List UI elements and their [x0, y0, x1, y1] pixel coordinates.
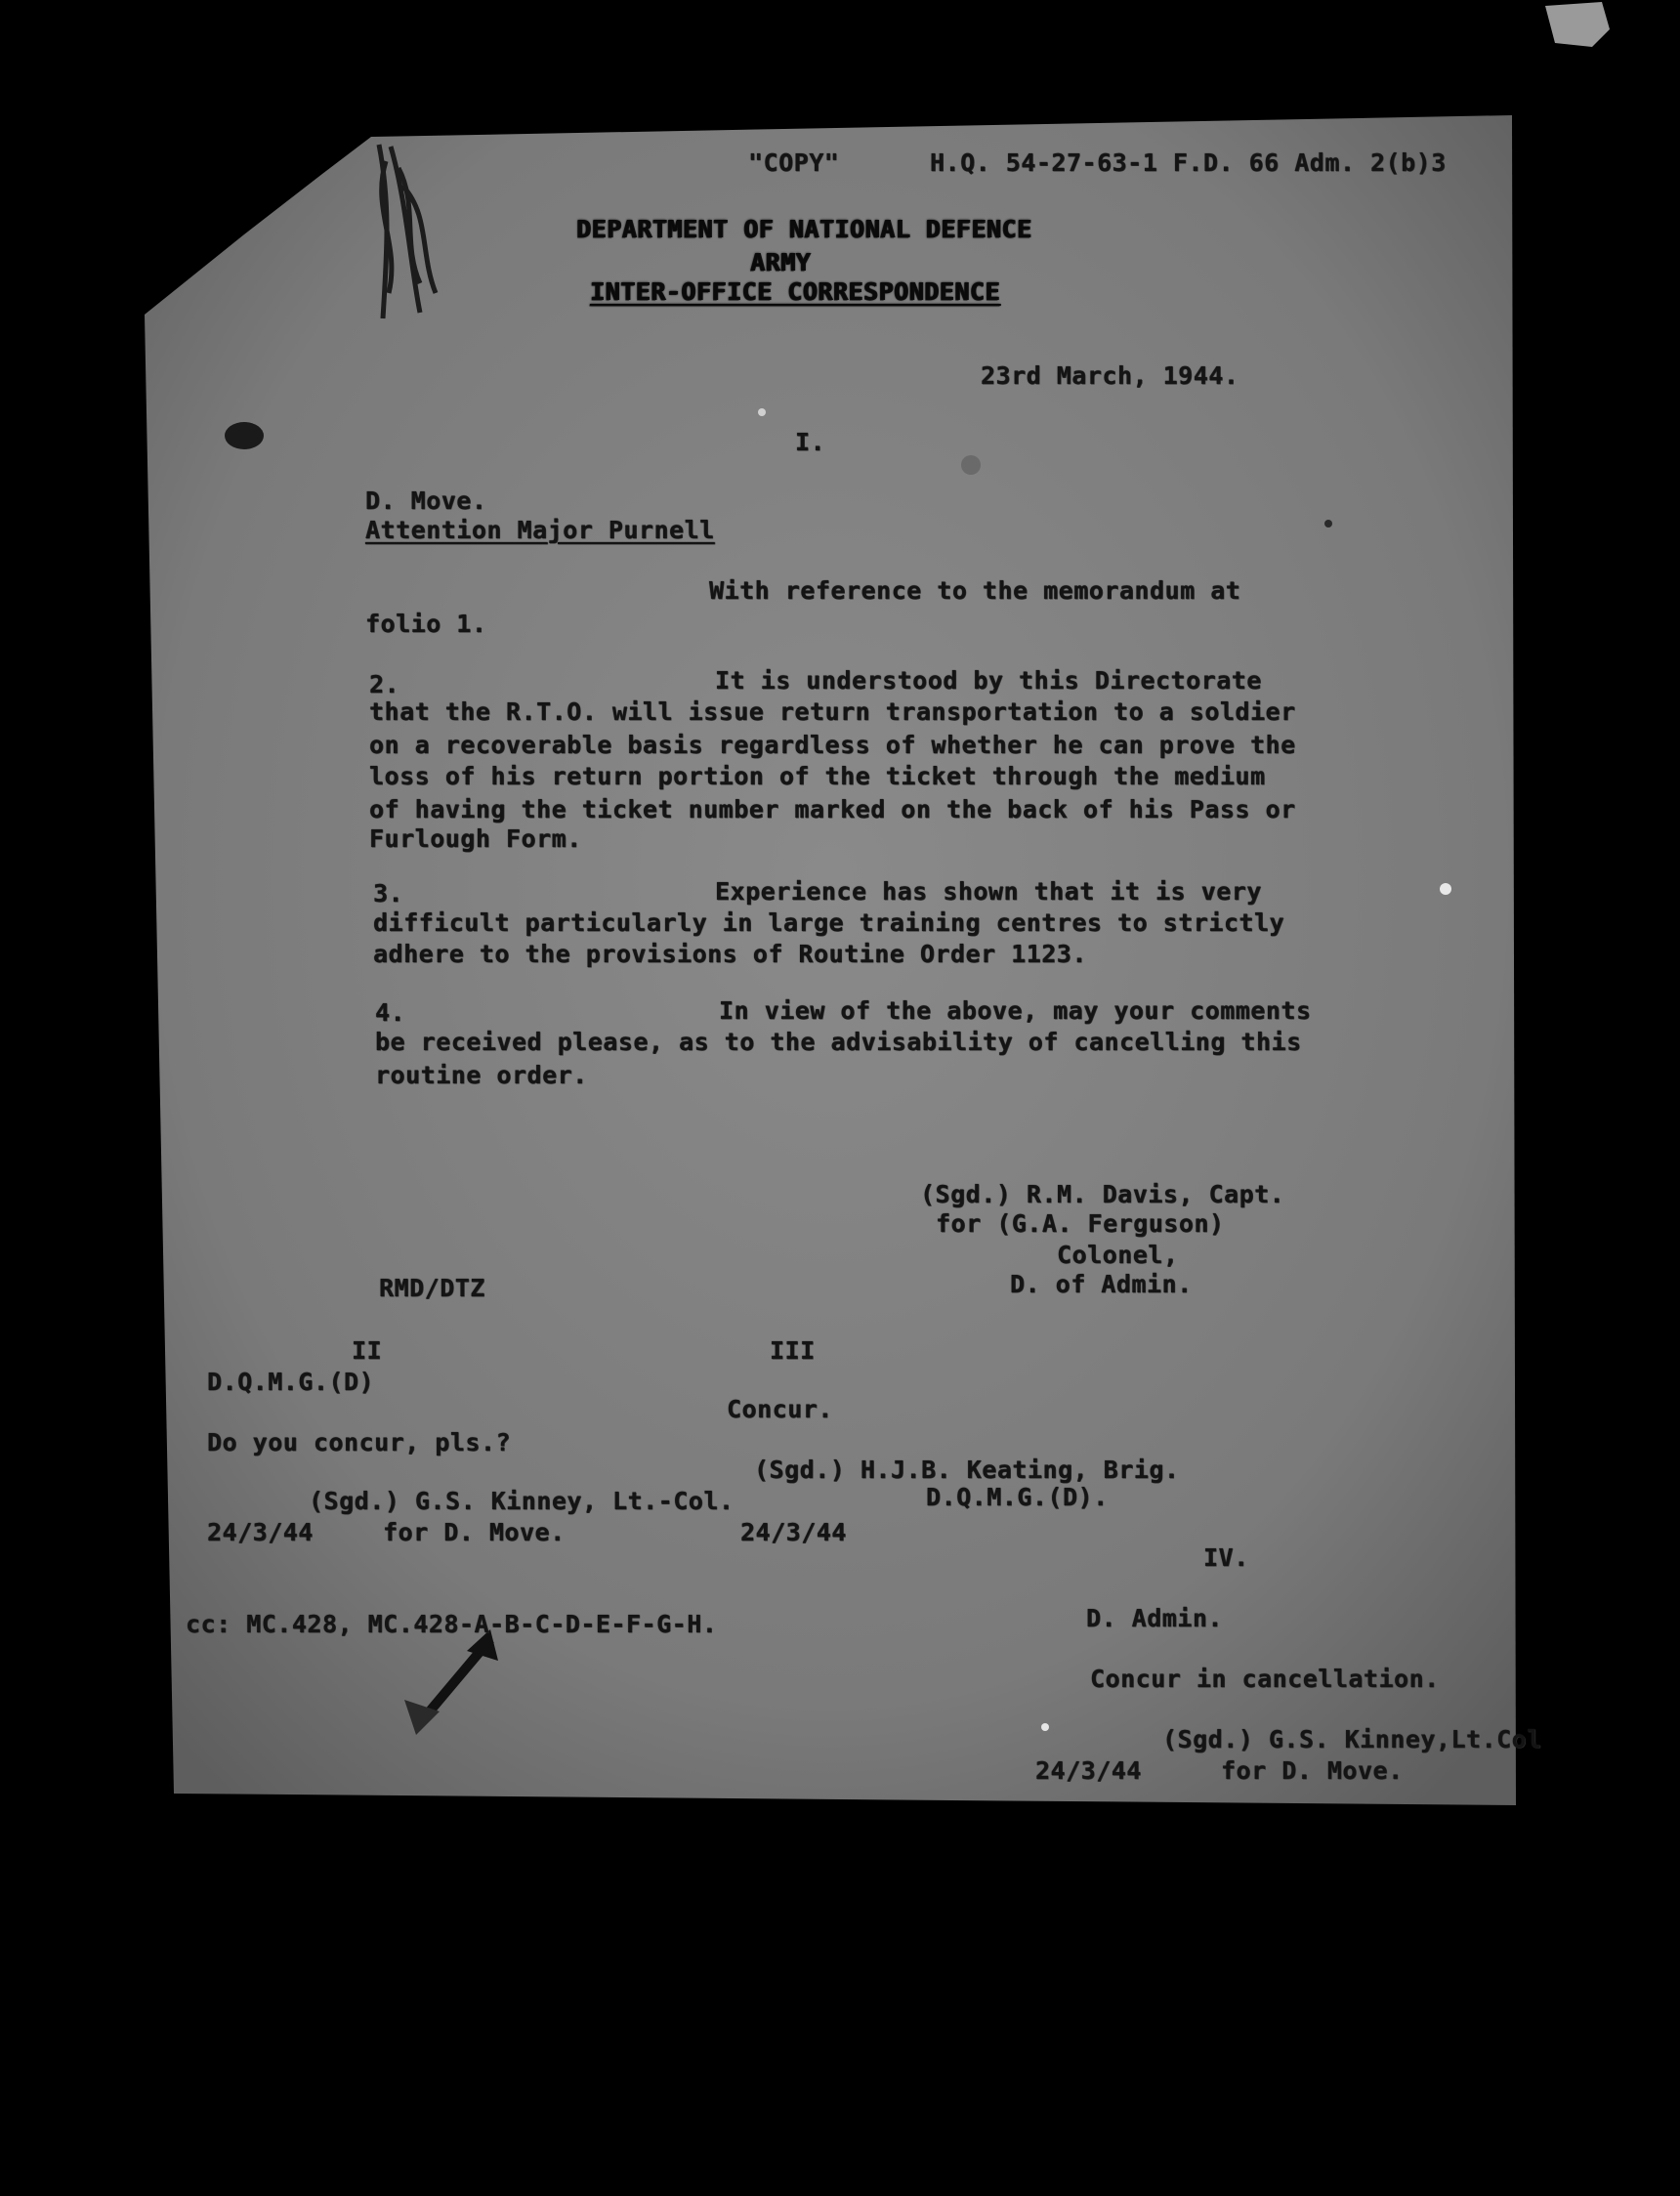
para1-lead: With reference to the memorandum at [709, 576, 1241, 605]
para4-number: 4. [375, 998, 406, 1027]
memo-date: 23rd March, 1944. [981, 361, 1239, 390]
signature-line: Colonel, [1057, 1241, 1179, 1269]
minute-number-i: I. [795, 428, 826, 456]
para4-line: routine order. [375, 1061, 588, 1089]
minute-iii-signature: (Sgd.) H.J.B. Keating, Brig. [754, 1456, 1180, 1484]
attention-line: Attention Major Purnell [365, 516, 715, 544]
signature-line: D. of Admin. [1010, 1270, 1193, 1298]
minute-ii-addressee: D.Q.M.G.(D) [207, 1368, 375, 1396]
punch-hole [225, 422, 264, 449]
department-heading: DEPARTMENT OF NATIONAL DEFENCE [576, 215, 1032, 243]
minute-ii-for-line: for D. Move. [383, 1518, 566, 1546]
minute-number-iv: IV. [1203, 1543, 1249, 1572]
para4-line: be received please, as to the advisability of cancelling this [375, 1028, 1302, 1056]
para2-line: loss of his return portion of the ticket through the medium [369, 762, 1266, 790]
minute-iii-text: Concur. [727, 1395, 833, 1423]
para2-lead: It is understood by this Directorate [715, 666, 1262, 695]
correspondence-type-heading: INTER-OFFICE CORRESPONDENCE [590, 277, 1000, 306]
minute-number-iii: III [770, 1336, 816, 1365]
copy-mark: "COPY" [748, 148, 840, 177]
para3-line: difficult particularly in large training centres to strictly [373, 908, 1285, 937]
addressee: D. Move. [365, 486, 487, 515]
cc-line: cc: MC.428, MC.428-A-B-C-D-E-F-G-H. [186, 1610, 718, 1638]
service-heading: ARMY [750, 248, 812, 276]
minute-iv-for-line: for D. Move. [1221, 1756, 1404, 1785]
minute-ii-text: Do you concur, pls.? [207, 1428, 512, 1457]
para3-number: 3. [373, 879, 404, 908]
minute-iv-text: Concur in cancellation. [1090, 1665, 1440, 1693]
minute-iii-title: D.Q.M.G.(D). [926, 1483, 1109, 1511]
para2-line: that the R.T.O. will issue return transportation to a soldier [369, 697, 1296, 726]
minute-iii-date: 24/3/44 [740, 1518, 847, 1546]
para4-lead: In view of the above, may your comments [719, 996, 1312, 1025]
minute-ii-signature: (Sgd.) G.S. Kinney, Lt.-Col. [309, 1487, 735, 1515]
reference-initials: RMD/DTZ [379, 1274, 485, 1302]
file-reference: H.Q. 54-27-63-1 F.D. 66 Adm. 2(b)3 [930, 148, 1447, 177]
signature-line: for (G.A. Ferguson) [936, 1209, 1225, 1238]
para3-lead: Experience has shown that it is very [715, 877, 1262, 906]
para1-continuation: folio 1. [365, 610, 487, 638]
paper-fragment [1545, 2, 1610, 47]
minute-iv-date: 24/3/44 [1035, 1756, 1142, 1785]
para2-number: 2. [369, 670, 400, 698]
para2-line: of having the ticket number marked on the back of his Pass or [369, 795, 1296, 824]
minute-number-ii: II [352, 1336, 383, 1365]
para2-line: Furlough Form. [369, 824, 582, 853]
minute-iv-addressee: D. Admin. [1086, 1604, 1223, 1632]
minute-iv-signature: (Sgd.) G.S. Kinney,Lt.Col [1162, 1725, 1542, 1753]
para2-line: on a recoverable basis regardless of whether he can prove the [369, 731, 1296, 759]
para3-line: adhere to the provisions of Routine Order 1123. [373, 940, 1087, 968]
signature-line: (Sgd.) R.M. Davis, Capt. [920, 1180, 1285, 1208]
minute-ii-date: 24/3/44 [207, 1518, 314, 1546]
